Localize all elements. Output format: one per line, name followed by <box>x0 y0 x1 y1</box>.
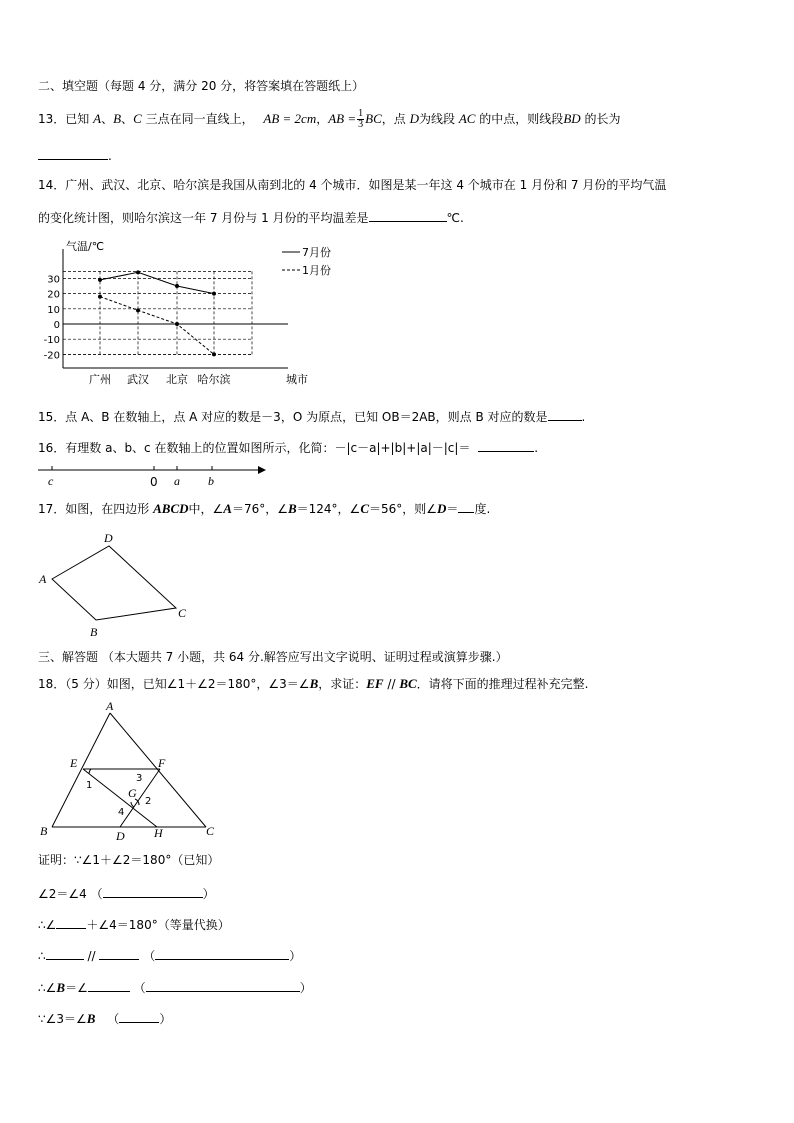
proof-line-6: ∵∠3＝∠B （ ） <box>38 1011 172 1026</box>
q13-answer-line: . <box>38 146 112 164</box>
label-b: b <box>208 474 214 488</box>
q14-answer-blank[interactable] <box>369 208 447 222</box>
point-a-label: A <box>106 699 114 713</box>
x-axis-label: 城市 <box>286 373 308 386</box>
x-tick-label: 武汉 <box>127 373 149 386</box>
point-h-label: H <box>154 826 163 840</box>
point-c-label: C <box>206 824 215 838</box>
proof-blank-5b[interactable] <box>146 978 300 992</box>
angle-4-label: 4 <box>118 807 125 818</box>
proof-line-4: ∴ // （ ） <box>38 946 301 964</box>
label-zero: 0 <box>150 475 158 489</box>
angle-1-label: 1 <box>86 780 93 791</box>
data-point <box>175 322 179 326</box>
proof-blank-2[interactable] <box>103 884 203 898</box>
q16-answer-blank[interactable] <box>478 438 534 452</box>
number-line-arrow <box>258 466 266 474</box>
question-16: 16．有理数 a、b、c 在数轴上的位置如图所示，化简：－|c－a|+|b|+|a|－|c|＝ . <box>38 438 538 456</box>
section-3-heading: 三、解答题 （本大题共 7 小题，共 64 分.解答应写出文字说明、证明过程或演算步骤.） <box>38 650 508 664</box>
question-14-line1: 14．广州、武汉、北京、哈尔滨是我国从南到北的 4 个城市．如图是某一年这 4 个城市在 1 月份和 7 月份的平均气温 <box>38 178 667 192</box>
question-15: 15．点 A、B 在数轴上，点 A 对应的数是－3，O 为原点，已知 OB＝2AB，则点 B 对应的数是 . <box>38 407 585 425</box>
quadrilateral-figure <box>36 528 196 643</box>
proof-line-5: ∴∠B＝∠ （ ） <box>38 980 312 995</box>
section-2-heading: 二、填空题（每题 4 分，满分 20 分，将答案填在答题纸上） <box>38 79 365 93</box>
angle-2-label: 2 <box>145 796 152 807</box>
label-c: c <box>48 474 54 488</box>
y-tick-label: 10 <box>47 304 60 316</box>
proof-blank-5a[interactable] <box>88 978 130 992</box>
q13-number: 13． <box>38 112 66 126</box>
angle-1-arc <box>89 769 91 774</box>
angle-4-arc <box>131 802 134 807</box>
point-e-label: E <box>70 756 78 770</box>
data-point <box>212 352 216 356</box>
proof-blank-4b[interactable] <box>99 946 139 960</box>
segment-ac <box>110 713 206 827</box>
q15-answer-blank[interactable] <box>548 407 582 421</box>
proof-blank-3[interactable] <box>56 915 86 929</box>
point-d-label: D <box>116 829 125 843</box>
series-line-july <box>100 272 214 293</box>
question-17: 17．如图，在四边形 ABCD中，∠A＝76°，∠B＝124°，∠C＝56°，则∠D＝ 度. <box>38 501 491 516</box>
x-tick-label: 哈尔滨 <box>197 373 231 386</box>
legend-label-july: 7月份 <box>302 246 331 259</box>
data-point <box>98 278 102 282</box>
question-14-line2: 的变化统计图，则哈尔滨这一年 7 月份与 1 月份的平均温差是 ℃. <box>38 208 464 226</box>
angle-3-label: 3 <box>136 773 143 784</box>
vertex-a-label: A <box>39 572 47 586</box>
label-a: a <box>174 474 180 488</box>
vertex-d-label: D <box>104 531 113 545</box>
data-point <box>98 295 102 299</box>
q17-answer-blank[interactable] <box>458 499 474 513</box>
point-b-label: B <box>40 824 48 838</box>
data-point <box>136 308 140 312</box>
vertex-c-label: C <box>178 606 187 620</box>
data-point <box>136 270 140 274</box>
proof-blank-6[interactable] <box>119 1009 159 1023</box>
x-tick-label: 北京 <box>166 373 188 386</box>
proof-blank-4c[interactable] <box>155 946 289 960</box>
y-axis-label: 气温/℃ <box>66 240 105 253</box>
data-point <box>212 292 216 296</box>
y-tick-label: -20 <box>43 350 60 362</box>
fraction-one-third: $\frac{1}{3}$ <box>358 108 364 130</box>
y-tick-label: -10 <box>43 335 60 347</box>
question-18: 18．（5 分）如图，已知∠1＋∠2＝180°，∠3＝∠B，求证：EF // BC．请将下面的推理过程补充完整. <box>38 676 589 691</box>
number-line <box>36 460 276 492</box>
question-13: 13．已知 A、B、C 三点在同一直线上， AB = 2cm，AB = $\frac{1}{3}$ BC，点 D为线段 AC 的中点，则线段BD 的长为 <box>38 108 621 130</box>
vertex-b-label: B <box>90 625 98 639</box>
data-point <box>175 284 179 288</box>
x-tick-label: 广州 <box>89 373 111 386</box>
segment-ab <box>52 713 110 827</box>
proof-line-3: ∴∠ ＋∠4＝180°（等量代换） <box>38 915 230 933</box>
y-tick-label: 30 <box>47 274 60 286</box>
y-tick-label: 0 <box>53 320 60 331</box>
y-tick-label: 20 <box>47 289 60 301</box>
point-f-label: F <box>158 756 166 770</box>
series-line-january <box>100 297 214 355</box>
point-g-label: G <box>128 786 137 800</box>
proof-line-1: 证明：∵∠1＋∠2＝180°（已知） <box>38 853 220 867</box>
quadrilateral-abcd <box>52 546 176 620</box>
legend-label-january: 1月份 <box>302 264 331 277</box>
proof-line-2: ∠2＝∠4 （ ） <box>38 884 215 902</box>
triangle-figure <box>36 697 226 845</box>
q13-answer-blank[interactable] <box>38 146 108 160</box>
temperature-chart <box>38 235 338 390</box>
proof-blank-4a[interactable] <box>46 946 84 960</box>
